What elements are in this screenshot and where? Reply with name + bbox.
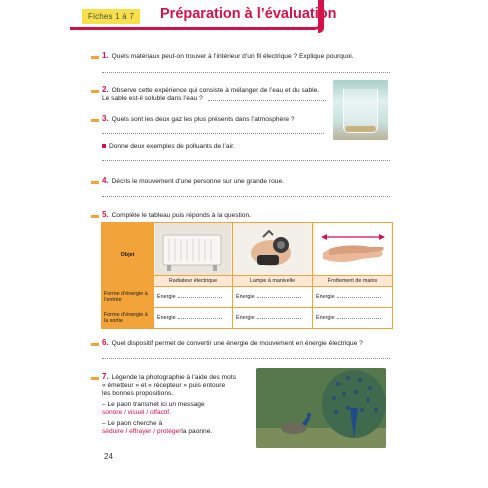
lamp-image-cell [233, 223, 313, 276]
question-4 [102, 176, 284, 185]
question-7 [102, 372, 252, 435]
question-marker [91, 90, 99, 93]
row-header-output: Forme d’énergie à la sortie [102, 308, 154, 329]
output-energy-hands[interactable]: Énergie [313, 308, 393, 329]
crank-lamp-photo [235, 223, 311, 275]
question-marker [91, 181, 99, 184]
page-number: 24 [104, 452, 113, 461]
output-energy-lamp[interactable]: Énergie [233, 308, 313, 329]
message-choices[interactable]: sonore / visuel / olfactif. [102, 409, 171, 416]
answer-line[interactable] [102, 196, 390, 197]
answer-line[interactable] [102, 133, 324, 134]
crank-lamp-illustration [235, 223, 311, 275]
bullet-message: – Le paon transmet ici un message [102, 401, 205, 408]
question-text: « émetteur » et « récepteur » puis entoure [102, 382, 226, 389]
output-energy-radiator[interactable]: Énergie [154, 308, 233, 329]
purpose-choices[interactable]: séduire / effrayer / protéger [102, 428, 182, 435]
peacock-illustration [256, 368, 386, 448]
page-header [70, 0, 337, 33]
question-5 [102, 210, 251, 219]
bullet-square [102, 144, 106, 148]
question-text: Donne deux exemples de polluants de l’air. [109, 143, 235, 150]
question-text: Observe cette expérience qui consiste à mélanger de l’eau et du sable. [111, 87, 320, 94]
water-sand-photo [333, 80, 388, 140]
question-marker [91, 377, 99, 380]
question-number: 1. [102, 51, 109, 60]
answer-line[interactable] [102, 358, 390, 359]
question-number: 4. [102, 176, 109, 185]
question-text: Quels matériaux peut-on trouver à l’intérieur d’un fil électrique ? Explique pourquoi. [111, 53, 354, 60]
question-number: 3. [102, 114, 109, 123]
sand-deposit [345, 126, 376, 132]
caption-lamp: Lampe à manivelle [233, 276, 313, 287]
radiator-illustration [155, 223, 231, 275]
caption-radiator: Radiateur électrique [154, 276, 233, 287]
question-marker [91, 56, 99, 59]
answer-line[interactable] [208, 100, 326, 101]
question-number: 5. [102, 210, 109, 219]
bullet-purpose: – Le paon cherche à [102, 420, 163, 427]
question-number: 6. [102, 338, 109, 347]
question-6 [102, 338, 363, 347]
radiator-photo [155, 223, 231, 275]
peacock-photo [256, 368, 386, 448]
energy-table [101, 222, 393, 329]
answer-line[interactable] [102, 72, 390, 73]
question-text: Quel dispositif permet de convertir une énergie de mouvement en énergie électrique ? [111, 340, 363, 347]
question-text: Le sable est-il soluble dans l’eau ? [102, 95, 203, 102]
answer-line[interactable] [102, 160, 390, 161]
column-header-objet: Objet [102, 223, 154, 287]
input-energy-radiator[interactable]: Énergie [154, 287, 233, 308]
question-text: les bonnes propositions. [102, 390, 174, 397]
question-number: 2. [102, 85, 109, 94]
input-energy-lamp[interactable]: Énergie [233, 287, 313, 308]
purpose-end: la paonne. [181, 428, 213, 435]
question-text: Quels sont les deux gaz les plus présents dans l’atmosphère ? [111, 116, 295, 123]
question-text: Décris le mouvement d’une personne sur une grande roue. [111, 178, 284, 185]
question-text: Légende la photographie à l’aide des mots [111, 374, 236, 381]
question-3-bullet [102, 143, 235, 150]
radiator-image-cell [154, 223, 233, 276]
question-marker [91, 119, 99, 122]
caption-hands: Frottement de mains [313, 276, 393, 287]
question-1 [102, 51, 354, 60]
fiches-tag: Fiches 1 à 7 [82, 9, 140, 24]
question-marker [91, 215, 99, 218]
hands-image-cell [313, 223, 393, 276]
question-marker [91, 343, 99, 346]
question-text: Complète le tableau puis réponds à la question. [111, 212, 251, 219]
page-title: Préparation à l’évaluation [160, 6, 337, 22]
rubbing-hands-illustration [315, 223, 391, 275]
question-number: 7. [102, 372, 109, 381]
input-energy-hands[interactable]: Énergie [313, 287, 393, 308]
rubbing-hands-photo [315, 223, 391, 275]
question-3 [102, 114, 295, 123]
row-header-input: Forme d’énergie à l’entrée [102, 287, 154, 308]
